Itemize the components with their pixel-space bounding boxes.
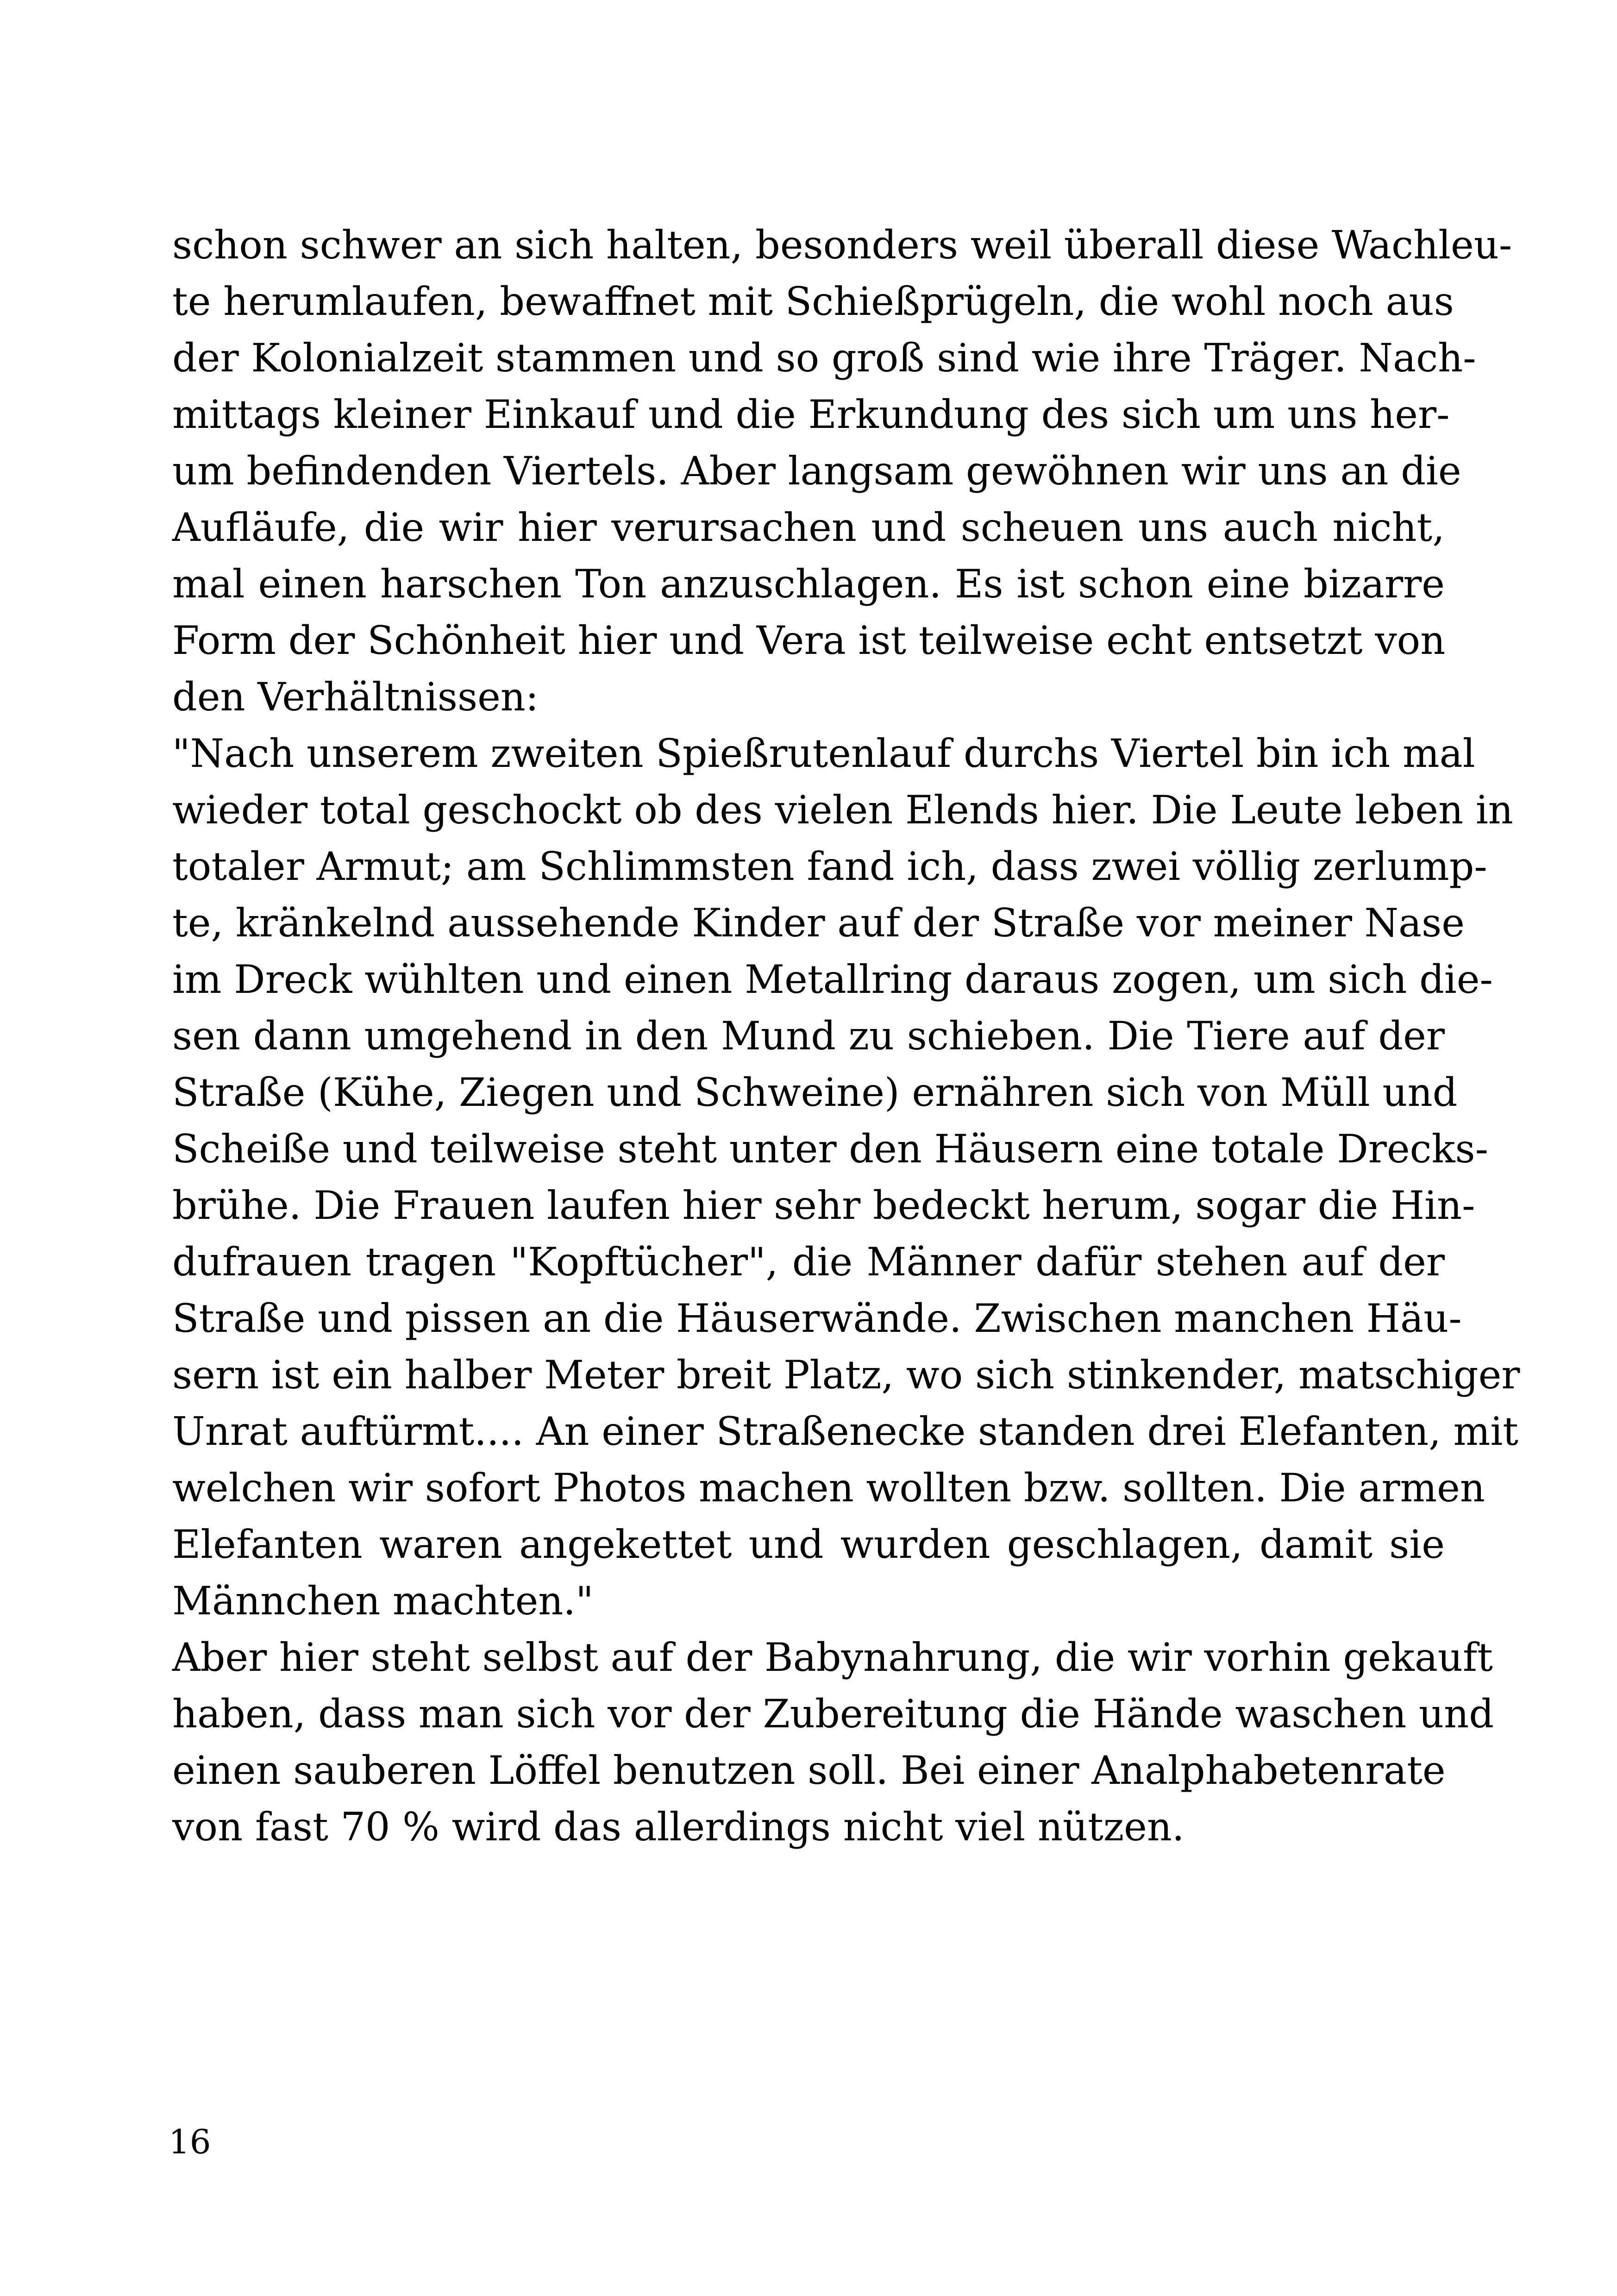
text-line: dufrauen tragen "Kopftücher", die Männer dafür stehen auf der bbox=[172, 1239, 1445, 1285]
text-line: Scheiße und teilweise steht unter den Häusern eine totale Drecks- bbox=[172, 1126, 1488, 1172]
text-line: wieder total geschockt ob des vielen Elends hier. Die Leute leben in bbox=[172, 787, 1513, 833]
text-line: brühe. Die Frauen laufen hier sehr bedeckt herum, sogar die Hin- bbox=[172, 1183, 1475, 1228]
text-line: sern ist ein halber Meter breit Platz, wo sich stinkender, matschiger bbox=[172, 1352, 1520, 1398]
text-line: Elefanten waren angekettet und wurden geschlagen, damit sie bbox=[172, 1522, 1445, 1567]
text-line: Form der Schönheit hier und Vera ist teilweise echt entsetzt von bbox=[172, 618, 1446, 663]
text-line: te herumlaufen, bewaffnet mit Schießprügeln, die wohl noch aus bbox=[172, 279, 1454, 324]
body-text bbox=[172, 217, 1520, 1855]
text-line: mittags kleiner Einkauf und die Erkundung des sich um uns her- bbox=[172, 392, 1450, 437]
page-number: 16 bbox=[169, 2122, 211, 2161]
text-line: totaler Armut; am Schlimmsten fand ich, dass zwei völlig zerlump- bbox=[172, 844, 1487, 889]
text-line: von fast 70 % wird das allerdings nicht viel nützen. bbox=[172, 1804, 1185, 1850]
text-line: te, kränkelnd aussehende Kinder auf der Straße vor meiner Nase bbox=[172, 900, 1465, 946]
text-line: schon schwer an sich halten, besonders weil überall diese Wachleu- bbox=[172, 222, 1512, 268]
text-line: Straße (Kühe, Ziegen und Schweine) ernähren sich von Müll und bbox=[172, 1070, 1458, 1115]
text-line: Unrat auftürmt.... An einer Straßenecke standen drei Elefanten, mit bbox=[172, 1409, 1518, 1454]
text-line: Männchen machten." bbox=[172, 1578, 594, 1624]
text-line: haben, dass man sich vor der Zubereitung die Hände waschen und bbox=[172, 1691, 1494, 1737]
text-line: den Verhältnissen: bbox=[172, 674, 539, 720]
text-line: um befindenden Viertels. Aber langsam gewöhnen wir uns an die bbox=[172, 448, 1461, 494]
text-line: Aber hier steht selbst auf der Babynahrung, die wir vorhin gekauft bbox=[172, 1635, 1493, 1680]
text-line: sen dann umgehend in den Mund zu schieben. Die Tiere auf der bbox=[172, 1013, 1445, 1059]
text-line: mal einen harschen Ton anzuschlagen. Es ist schon eine bizarre bbox=[172, 561, 1445, 607]
text-line: der Kolonialzeit stammen und so groß sind wie ihre Träger. Nach- bbox=[172, 335, 1476, 381]
text-line: im Dreck wühlten und einen Metallring daraus zogen, um sich die- bbox=[172, 957, 1493, 1002]
text-line: einen sauberen Löffel benutzen soll. Bei einer Analphabetenrate bbox=[172, 1748, 1446, 1793]
text-line: welchen wir sofort Photos machen wollten bzw. sollten. Die armen bbox=[172, 1465, 1485, 1511]
text-line: Straße und pissen an die Häuserwände. Zwischen manchen Häu- bbox=[172, 1296, 1462, 1341]
text-line: Aufläufe, die wir hier verursachen und scheuen uns auch nicht, bbox=[172, 505, 1445, 550]
text-line: "Nach unserem zweiten Spießrutenlauf durchs Viertel bin ich mal bbox=[172, 731, 1475, 776]
